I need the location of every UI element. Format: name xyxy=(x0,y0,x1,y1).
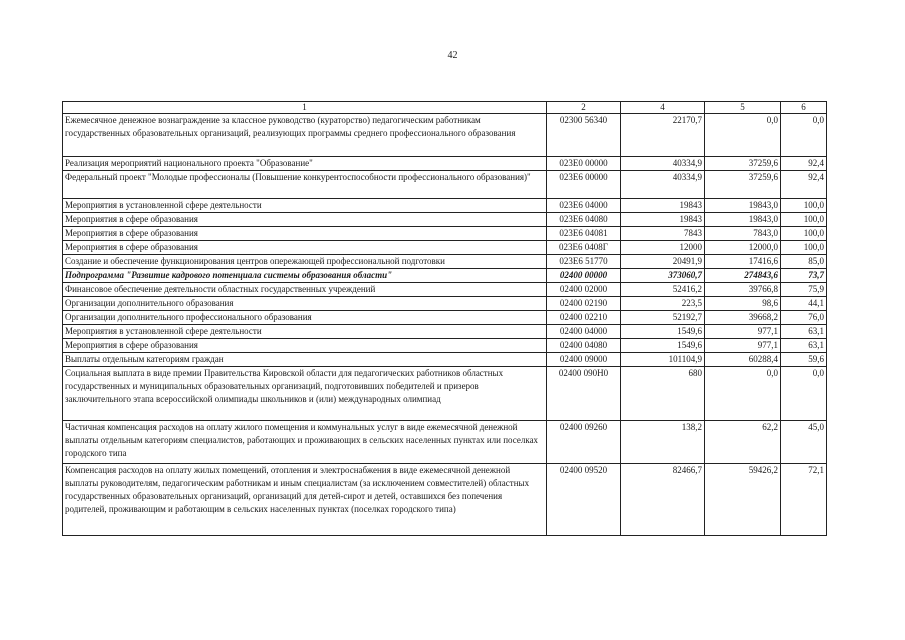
row-plan: 52192,7 xyxy=(621,311,705,325)
row-fact: 977,1 xyxy=(705,325,781,339)
row-percent: 92,4 xyxy=(781,157,827,171)
row-plan: 12000 xyxy=(621,241,705,255)
row-name: Организации дополнительного образования xyxy=(63,297,547,311)
row-fact: 19843,0 xyxy=(705,213,781,227)
row-name: Частичная компенсация расходов на оплату жилого помещения и коммунальных услуг в виде ежемесячной денежной выплаты отдельным категориям специалистов, работающих и проживающих в сельских населенных пунктах или поселках городского типа xyxy=(63,421,547,464)
row-code: 02400 04080 xyxy=(547,339,621,353)
row-plan: 138,2 xyxy=(621,421,705,464)
row-name: Ежемесячное денежное вознаграждение за классное руководство (кураторство) педагогическим работникам государственных образовательных организаций, реализующих программы среднего профессионального образования xyxy=(63,114,547,157)
row-percent: 63,1 xyxy=(781,339,827,353)
row-fact: 37259,6 xyxy=(705,157,781,171)
row-fact: 39668,2 xyxy=(705,311,781,325)
table-row xyxy=(63,464,827,536)
row-plan: 40334,9 xyxy=(621,157,705,171)
row-plan: 19843 xyxy=(621,199,705,213)
table-row xyxy=(63,325,827,339)
row-name: Мероприятия в сфере образования xyxy=(63,227,547,241)
row-plan: 101104,9 xyxy=(621,353,705,367)
row-name: Подпрограмма "Развитие кадрового потенциала системы образования области" xyxy=(63,269,547,283)
row-plan: 1549,6 xyxy=(621,339,705,353)
row-name: Мероприятия в сфере образования xyxy=(63,241,547,255)
row-code: 02300 56340 xyxy=(547,114,621,157)
table-body xyxy=(63,114,827,536)
row-plan: 223,5 xyxy=(621,297,705,311)
table-row xyxy=(63,199,827,213)
row-plan: 52416,2 xyxy=(621,283,705,297)
page-number: 42 xyxy=(447,50,458,61)
row-name: Финансовое обеспечение деятельности областных государственных учреждений xyxy=(63,283,547,297)
table-row xyxy=(63,213,827,227)
budget-table xyxy=(62,101,827,536)
row-fact: 62,2 xyxy=(705,421,781,464)
row-code: 02400 00000 xyxy=(547,269,621,283)
header-code: 2 xyxy=(547,102,621,114)
header-row xyxy=(63,102,827,114)
row-plan: 19843 xyxy=(621,213,705,227)
row-plan: 1549,6 xyxy=(621,325,705,339)
header-name: 1 xyxy=(63,102,547,114)
table-row xyxy=(63,157,827,171)
row-code: 02400 02000 xyxy=(547,283,621,297)
header-fact: 5 xyxy=(705,102,781,114)
row-name: Организации дополнительного профессионального образования xyxy=(63,311,547,325)
row-plan: 82466,7 xyxy=(621,464,705,536)
table-row xyxy=(63,269,827,283)
row-name: Федеральный проект "Молодые профессионалы (Повышение конкурентоспособности профессионального образования)" xyxy=(63,171,547,199)
row-percent: 63,1 xyxy=(781,325,827,339)
row-code: 02400 02190 xyxy=(547,297,621,311)
row-percent: 76,0 xyxy=(781,311,827,325)
table-row xyxy=(63,311,827,325)
row-name: Мероприятия в сфере образования xyxy=(63,213,547,227)
table-row xyxy=(63,367,827,421)
row-code: 023Е6 04081 xyxy=(547,227,621,241)
table-row xyxy=(63,339,827,353)
row-percent: 73,7 xyxy=(781,269,827,283)
row-plan: 680 xyxy=(621,367,705,421)
row-name: Социальная выплата в виде премии Правительства Кировской области для педагогических работников областных государственных и муниципальных образовательных организаций, подготовивших победителей и призеров заключительного этапа всероссийской олимпиады школьников и (или) международных олимпиад xyxy=(63,367,547,421)
row-fact: 12000,0 xyxy=(705,241,781,255)
row-fact: 0,0 xyxy=(705,367,781,421)
row-code: 02400 04000 xyxy=(547,325,621,339)
row-fact: 37259,6 xyxy=(705,171,781,199)
table-row xyxy=(63,421,827,464)
row-code: 023Е6 51770 xyxy=(547,255,621,269)
table-row xyxy=(63,283,827,297)
row-code: 023Е6 0408Г xyxy=(547,241,621,255)
row-code: 02400 02210 xyxy=(547,311,621,325)
row-code: 023Е6 00000 xyxy=(547,171,621,199)
row-plan: 22170,7 xyxy=(621,114,705,157)
row-percent: 100,0 xyxy=(781,241,827,255)
row-percent: 100,0 xyxy=(781,227,827,241)
row-plan: 20491,9 xyxy=(621,255,705,269)
row-name: Мероприятия в сфере образования xyxy=(63,339,547,353)
table-row xyxy=(63,241,827,255)
row-fact: 977,1 xyxy=(705,339,781,353)
row-name: Выплаты отдельным категориям граждан xyxy=(63,353,547,367)
row-name: Создание и обеспечение функционирования центров опережающей профессиональной подготовки xyxy=(63,255,547,269)
row-percent: 45,0 xyxy=(781,421,827,464)
row-percent: 0,0 xyxy=(781,114,827,157)
table-row xyxy=(63,353,827,367)
row-code: 023Е6 04080 xyxy=(547,213,621,227)
row-percent: 59,6 xyxy=(781,353,827,367)
row-code: 023Е6 04000 xyxy=(547,199,621,213)
table-row xyxy=(63,114,827,157)
row-percent: 72,1 xyxy=(781,464,827,536)
row-fact: 60288,4 xyxy=(705,353,781,367)
table-row xyxy=(63,297,827,311)
row-percent: 0,0 xyxy=(781,367,827,421)
row-percent: 75,9 xyxy=(781,283,827,297)
row-plan: 40334,9 xyxy=(621,171,705,199)
row-fact: 17416,6 xyxy=(705,255,781,269)
row-fact: 98,6 xyxy=(705,297,781,311)
row-code: 02400 09000 xyxy=(547,353,621,367)
table-row xyxy=(63,227,827,241)
table-row xyxy=(63,171,827,199)
row-name: Мероприятия в установленной сфере деятельности xyxy=(63,325,547,339)
row-fact: 19843,0 xyxy=(705,199,781,213)
row-fact: 0,0 xyxy=(705,114,781,157)
row-plan: 373060,7 xyxy=(621,269,705,283)
row-percent: 92,4 xyxy=(781,171,827,199)
table-row xyxy=(63,255,827,269)
row-plan: 7843 xyxy=(621,227,705,241)
row-code: 023Е0 00000 xyxy=(547,157,621,171)
row-fact: 7843,0 xyxy=(705,227,781,241)
row-percent: 100,0 xyxy=(781,199,827,213)
row-code: 02400 09520 xyxy=(547,464,621,536)
row-name: Мероприятия в установленной сфере деятельности xyxy=(63,199,547,213)
row-fact: 274843,6 xyxy=(705,269,781,283)
row-code: 02400 090Н0 xyxy=(547,367,621,421)
header-plan: 4 xyxy=(621,102,705,114)
header-percent: 6 xyxy=(781,102,827,114)
row-name: Реализация мероприятий национального проекта "Образование" xyxy=(63,157,547,171)
row-percent: 100,0 xyxy=(781,213,827,227)
row-name: Компенсация расходов на оплату жилых помещений, отопления и электроснабжения в виде ежемесячной денежной выплаты руководителям, педагогическим работникам и иным специалистам (за исключением совместителей) областных государственных образовательных организаций, организаций для детей-сирот и детей, оставшихся без попечения родителей, проживающим и работающим в сельских населенных пунктах (поселках городского типа) xyxy=(63,464,547,536)
row-code: 02400 09260 xyxy=(547,421,621,464)
row-percent: 44,1 xyxy=(781,297,827,311)
row-percent: 85,0 xyxy=(781,255,827,269)
row-fact: 39766,8 xyxy=(705,283,781,297)
row-fact: 59426,2 xyxy=(705,464,781,536)
